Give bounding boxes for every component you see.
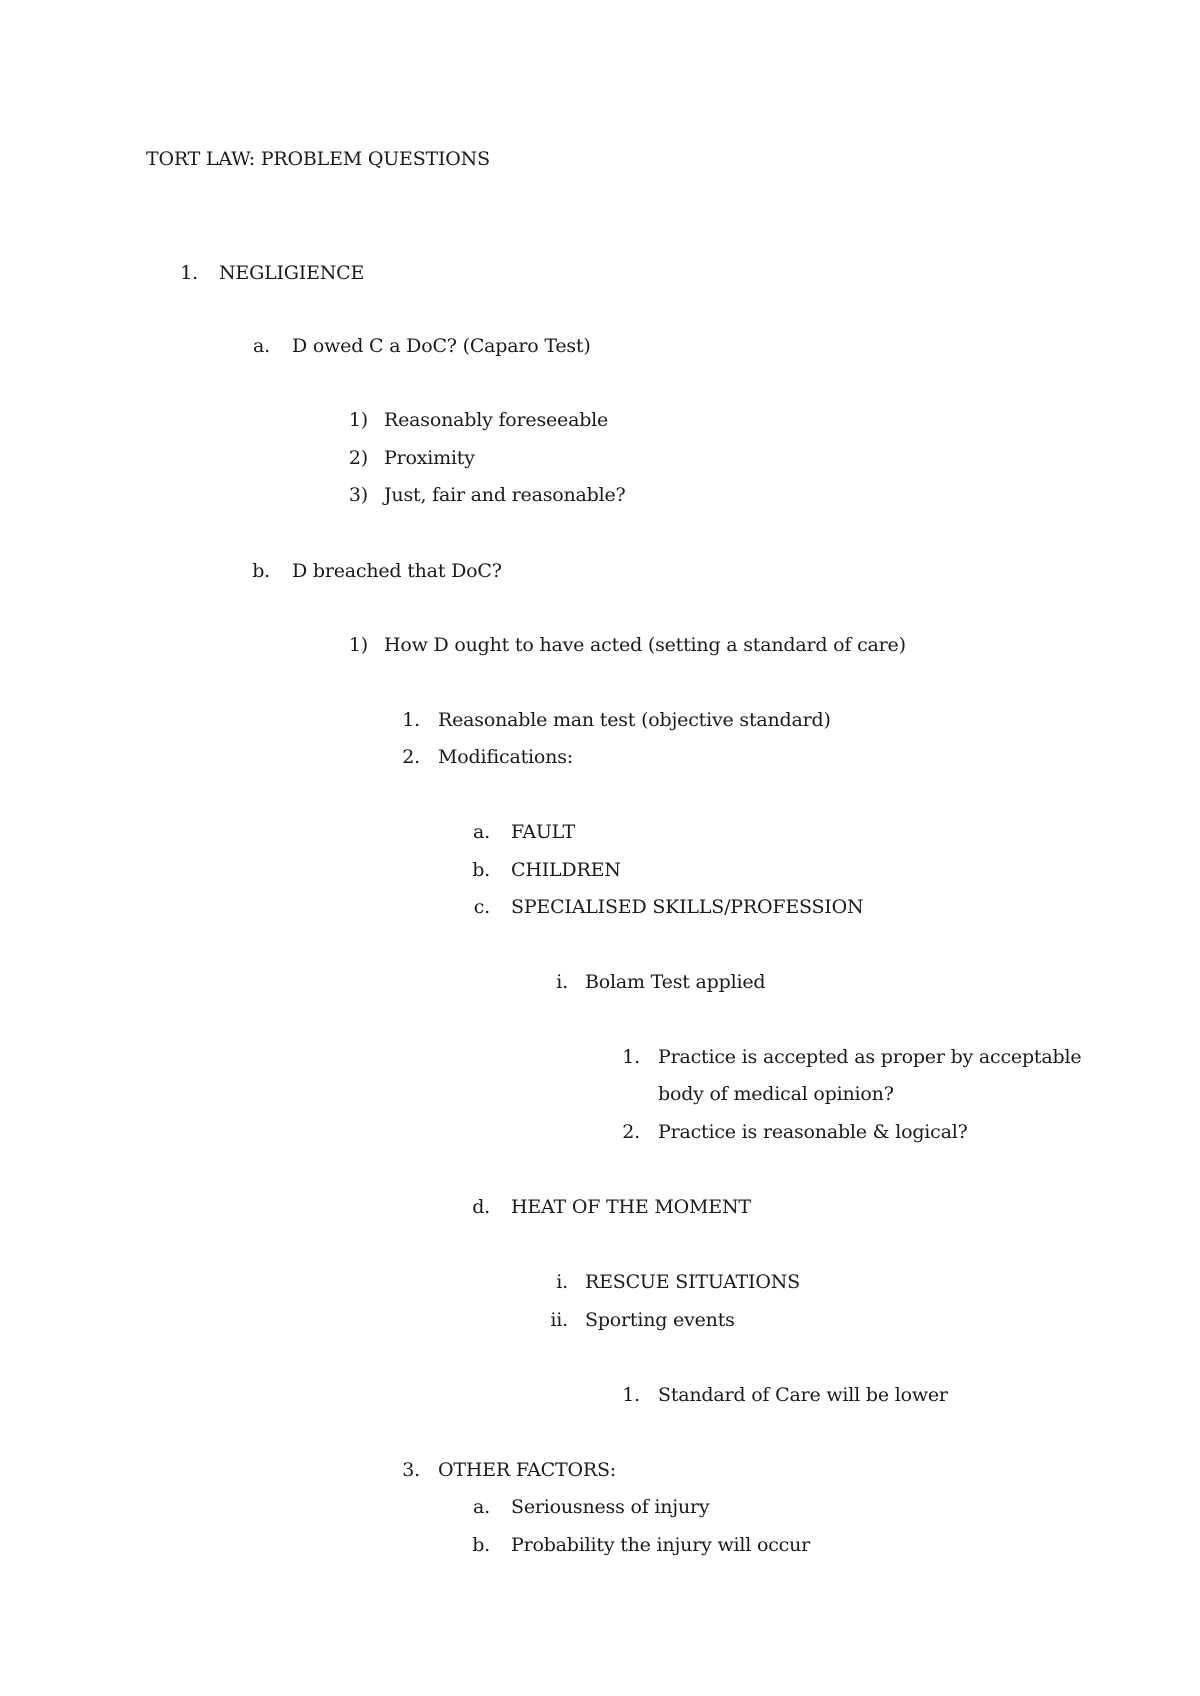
list-item-text: Practice is accepted as proper by acceptable [658, 1046, 1082, 1068]
list-marker: 1. [402, 709, 420, 731]
list-marker: i. [556, 1271, 568, 1293]
list-item-text: SPECIALISED SKILLS/PROFESSION [511, 896, 864, 918]
list-marker: b. [252, 560, 270, 582]
list-marker: a. [473, 821, 490, 843]
list-item-text: Just, fair and reasonable? [384, 484, 626, 506]
list-marker: b. [472, 859, 490, 881]
list-item-text: Reasonably foreseeable [384, 409, 609, 431]
list-item-text: RESCUE SITUATIONS [585, 1271, 800, 1293]
list-marker: 2. [402, 746, 420, 768]
list-marker: 1. [180, 262, 198, 284]
list-marker: d. [472, 1196, 490, 1218]
list-marker: 1) [348, 409, 368, 431]
document-title-text: TORT LAW: PROBLEM QUESTIONS [146, 148, 490, 170]
list-item-text: CHILDREN [511, 859, 621, 881]
list-marker: 1. [622, 1046, 640, 1068]
list-marker: 2) [348, 447, 368, 469]
list-marker: 2. [622, 1121, 640, 1143]
list-marker: c. [473, 896, 490, 918]
list-item-text: Probability the injury will occur [511, 1534, 811, 1556]
list-item-text: Practice is reasonable & logical? [658, 1121, 968, 1143]
list-item-text: D owed C a DoC? (Caparo Test) [292, 335, 591, 357]
list-item-text: FAULT [511, 821, 576, 843]
list-item-text: D breached that DoC? [292, 560, 502, 582]
list-marker: ii. [550, 1309, 568, 1331]
list-marker: 1) [348, 634, 368, 656]
list-marker: b. [472, 1534, 490, 1556]
list-item-text: Proximity [384, 447, 475, 469]
list-item-text: How D ought to have acted (setting a standard of care) [384, 634, 906, 656]
list-marker: 1. [622, 1384, 640, 1406]
list-item-text: body of medical opinion? [658, 1083, 894, 1105]
list-item-text: Reasonable man test (objective standard) [438, 709, 831, 731]
list-item-text: Seriousness of injury [511, 1496, 710, 1518]
list-marker: 3. [402, 1459, 420, 1481]
list-item-text: Modifications: [438, 746, 573, 768]
list-marker: a. [253, 335, 270, 357]
list-item-text: HEAT OF THE MOMENT [511, 1196, 751, 1218]
list-marker: a. [473, 1496, 490, 1518]
list-item-text: Bolam Test applied [585, 971, 766, 993]
list-item-text: NEGLIGIENCE [219, 262, 365, 284]
list-marker: i. [556, 971, 568, 993]
list-item-text: Standard of Care will be lower [658, 1384, 948, 1406]
document-title [146, 147, 490, 171]
list-item-text: Sporting events [585, 1309, 735, 1331]
list-marker: 3) [348, 484, 368, 506]
list-item-text: OTHER FACTORS: [438, 1459, 616, 1481]
